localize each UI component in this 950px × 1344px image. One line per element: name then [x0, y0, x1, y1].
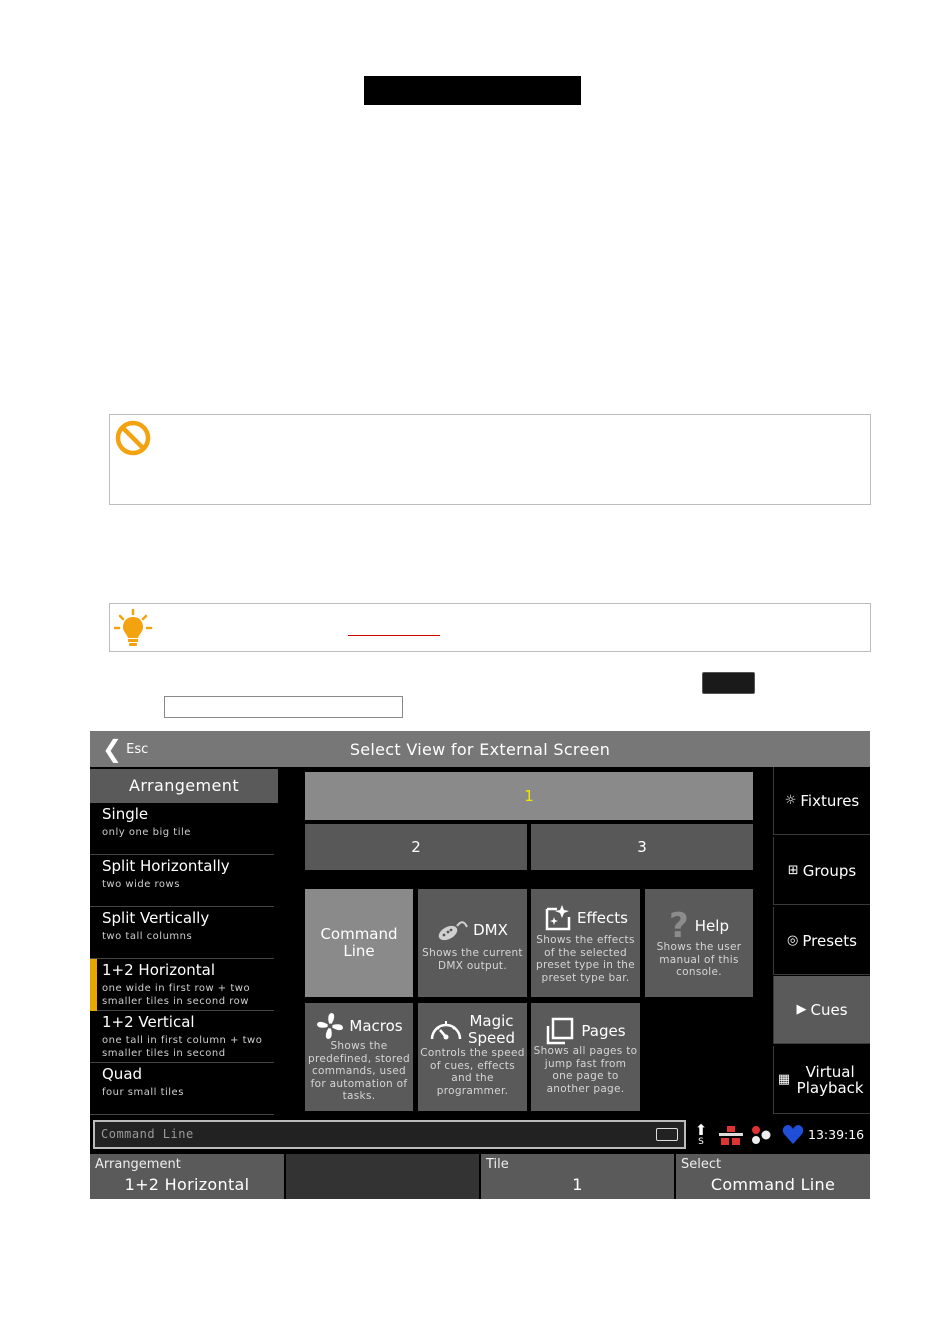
external-screen-dialog	[90, 731, 870, 1199]
arrangement-item-name: 1+2 Vertical	[102, 1013, 195, 1031]
tip-hyperlink-underline[interactable]	[348, 635, 440, 636]
view-title: Pages	[581, 1021, 626, 1040]
prohibited-icon	[115, 420, 151, 456]
arrangement-item-quad[interactable]	[90, 1063, 274, 1115]
sidebar-groups-button[interactable]	[773, 837, 870, 905]
devices-icon	[750, 1124, 774, 1146]
encoder-arrangement[interactable]	[90, 1154, 286, 1199]
dialog-title: Select View for External Screen	[349, 740, 611, 759]
encoder-value: 1+2 Horizontal	[124, 1175, 250, 1194]
presets-icon: ◎	[787, 933, 799, 948]
arrangement-item-name: Quad	[102, 1065, 143, 1083]
effects-icon	[543, 903, 573, 933]
encoder-label: Arrangement	[95, 1157, 181, 1172]
encoder-empty[interactable]	[286, 1154, 481, 1199]
encoder-value: Command Line	[710, 1175, 836, 1194]
view-title: Help	[694, 916, 729, 935]
view-title: DMX	[473, 920, 508, 939]
command-line-reference-image	[164, 696, 403, 718]
sidebar-label: Presets	[802, 931, 857, 950]
view-desc: Shows the effects of the selected preset type in the preset type bar.	[536, 934, 635, 984]
view-title: Command Line	[320, 925, 398, 960]
view-command-line-button[interactable]	[305, 889, 413, 997]
tile-2-button[interactable]: 2	[305, 824, 527, 870]
encoder-select[interactable]	[676, 1154, 870, 1199]
arrangement-panel	[90, 767, 278, 1117]
view-title: Magic Speed	[467, 1012, 516, 1047]
chevron-left-icon: ❮	[102, 735, 123, 763]
status-icons	[694, 1120, 804, 1150]
view-dmx-button[interactable]	[418, 889, 527, 997]
redacted-heading-bar	[364, 76, 581, 105]
arrangement-item-name: Split Vertically	[102, 909, 210, 927]
view-title: Macros	[349, 1016, 403, 1035]
speedometer-icon	[429, 1015, 463, 1045]
sidebar-label: Groups	[802, 861, 857, 880]
command-line-input[interactable]	[93, 1120, 686, 1149]
dmx-connector-icon	[437, 919, 471, 941]
view-desc: Shows all pages to jump fast from one page to another page.	[533, 1045, 638, 1095]
heartbeat-icon	[782, 1124, 804, 1146]
sidebar-label: Virtual Playback	[796, 1062, 864, 1097]
encoder-tile[interactable]	[481, 1154, 676, 1199]
arrangement-item-desc: two wide rows	[102, 879, 180, 890]
arrangement-item-1-2-horizontal[interactable]	[90, 959, 274, 1011]
view-magic-speed-button[interactable]	[418, 1003, 527, 1111]
esc-key-image	[702, 672, 755, 694]
pages-icon	[545, 1017, 575, 1045]
sidebar-fixtures-button[interactable]	[773, 767, 870, 835]
esc-label: Esc	[126, 741, 149, 757]
question-mark-icon: ?	[669, 906, 689, 946]
view-desc: Shows the predefined, stored commands, used for automation of tasks.	[307, 1040, 411, 1102]
sidebar-label: Cues	[810, 1000, 848, 1019]
title-bar	[90, 731, 870, 767]
arrangement-item-name: Split Horizontally	[102, 857, 230, 875]
view-help-button[interactable]	[645, 889, 753, 997]
arrangement-item-name: Single	[102, 805, 149, 823]
arrangement-header: Arrangement	[90, 769, 278, 803]
clock: 13:39:16	[808, 1127, 865, 1142]
fan-icon	[315, 1011, 345, 1041]
encoder-label: Select	[681, 1157, 722, 1172]
sidebar-label: Fixtures	[800, 791, 860, 810]
view-effects-button[interactable]	[531, 889, 640, 997]
arrangement-item-name: 1+2 Horizontal	[102, 961, 216, 979]
tile-3-button[interactable]: 3	[531, 824, 753, 870]
view-macros-button[interactable]	[305, 1003, 413, 1111]
lightbulb-icon	[113, 608, 153, 648]
keyboard-icon[interactable]	[656, 1128, 678, 1141]
sidebar-presets-button[interactable]	[773, 907, 870, 975]
network-icon	[718, 1124, 744, 1146]
sidebar-virtual-playback-button[interactable]	[773, 1046, 870, 1114]
groups-icon: ⊞	[787, 863, 799, 878]
sidebar-cues-button[interactable]	[773, 976, 870, 1044]
view-desc: Shows the current DMX output.	[422, 947, 523, 972]
arrangement-item-desc: two tall columns	[102, 931, 193, 942]
arrangement-item-desc: one wide in first row + two smaller tiles in second row	[102, 983, 251, 1007]
encoder-label: Tile	[486, 1157, 509, 1172]
arrangement-item-desc: one tall in first column + two smaller tiles in second	[102, 1035, 263, 1059]
tip-note-box	[109, 603, 871, 652]
tile-1-button[interactable]: 1	[305, 772, 753, 820]
virtual-playback-icon: ▦	[777, 1072, 791, 1087]
arrangement-item-single[interactable]	[90, 803, 274, 855]
encoder-value: 1	[572, 1175, 583, 1194]
warning-note-box	[109, 414, 871, 505]
view-title: Effects	[577, 908, 628, 927]
arrangement-item-1-2-vertical[interactable]	[90, 1011, 274, 1063]
view-desc: Controls the speed of cues, effects and the programmer.	[420, 1047, 525, 1097]
fixture-icon: ☼	[784, 793, 797, 808]
arrangement-item-desc: only one big tile	[102, 827, 191, 838]
arrangement-item-desc: four small tiles	[102, 1087, 184, 1098]
save-status-icon: ⬆ S	[694, 1121, 708, 1147]
arrangement-item-split-vertically[interactable]	[90, 907, 274, 959]
view-desc: Shows the user manual of this console.	[656, 941, 742, 978]
right-sidebar	[773, 767, 870, 1115]
play-icon: ▶	[796, 1002, 807, 1017]
arrangement-item-split-horizontally[interactable]	[90, 855, 274, 907]
view-pages-button[interactable]	[531, 1003, 640, 1111]
command-line-placeholder: Command Line	[101, 1127, 194, 1141]
